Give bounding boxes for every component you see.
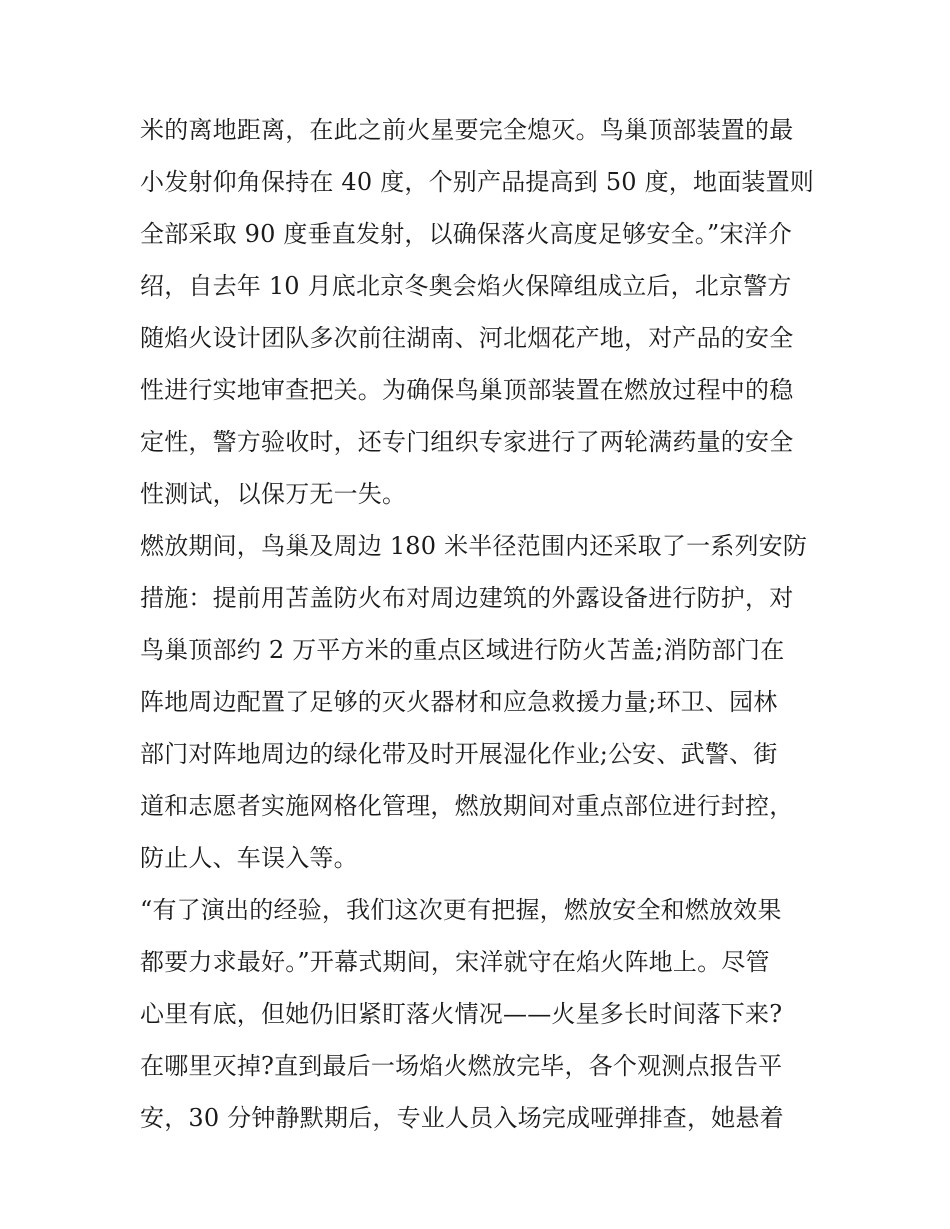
text-line: 心里有底，但她仍旧紧盯落火情况——火星多长时间落下来? xyxy=(140,1000,783,1028)
text-line: 小发射仰角保持在 40 度，个别产品提高到 50 度，地面装置则 xyxy=(140,168,814,196)
text-line: 米的离地距离，在此之前火星要完全熄灭。鸟巢顶部装置的最 xyxy=(140,116,794,144)
text-line: 燃放期间，鸟巢及周边 180 米半径范围内还采取了一系列安防 xyxy=(140,532,808,560)
text-line: 全部采取 90 度垂直发射，以确保落火高度足够安全。”宋洋介 xyxy=(140,220,793,248)
text-line: 性测试，以保万无一失。 xyxy=(140,480,407,508)
text-line: 道和志愿者实施网格化管理，燃放期间对重点部位进行封控， xyxy=(140,792,794,820)
text-line: 性进行实地审查把关。为确保鸟巢顶部装置在燃放过程中的稳 xyxy=(140,376,794,404)
text-line: 阵地周边配置了足够的灭火器材和应急救援力量;环卫、园林 xyxy=(140,688,778,716)
text-line: 安，30 分钟静默期后，专业人员入场完成哑弹排查，她悬着 xyxy=(140,1104,784,1132)
text-line: 在哪里灭掉?直到最后一场焰火燃放完毕，各个观测点报告平 xyxy=(140,1052,783,1080)
text-line: 绍，自去年 10 月底北京冬奥会焰火保障组成立后，北京警方 xyxy=(140,272,792,300)
text-line: 部门对阵地周边的绿化带及时开展湿化作业;公安、武警、街 xyxy=(140,740,778,768)
document-body xyxy=(140,104,820,1144)
text-line: “有了演出的经验，我们这次更有把握，燃放安全和燃放效果 xyxy=(140,896,782,924)
text-line: 都要力求最好。”开幕式期间，宋洋就守在焰火阵地上。尽管 xyxy=(140,948,770,976)
text-line: 定性，警方验收时，还专门组织专家进行了两轮满药量的安全 xyxy=(140,428,794,456)
text-line: 措施：提前用苫盖防火布对周边建筑的外露设备进行防护，对 xyxy=(140,584,794,612)
text-line: 防止人、车误入等。 xyxy=(140,844,358,872)
text-line: 鸟巢顶部约 2 万平方米的重点区域进行防火苫盖;消防部门在 xyxy=(140,636,785,664)
text-line: 随焰火设计团队多次前往湖南、河北烟花产地，对产品的安全 xyxy=(140,324,794,352)
